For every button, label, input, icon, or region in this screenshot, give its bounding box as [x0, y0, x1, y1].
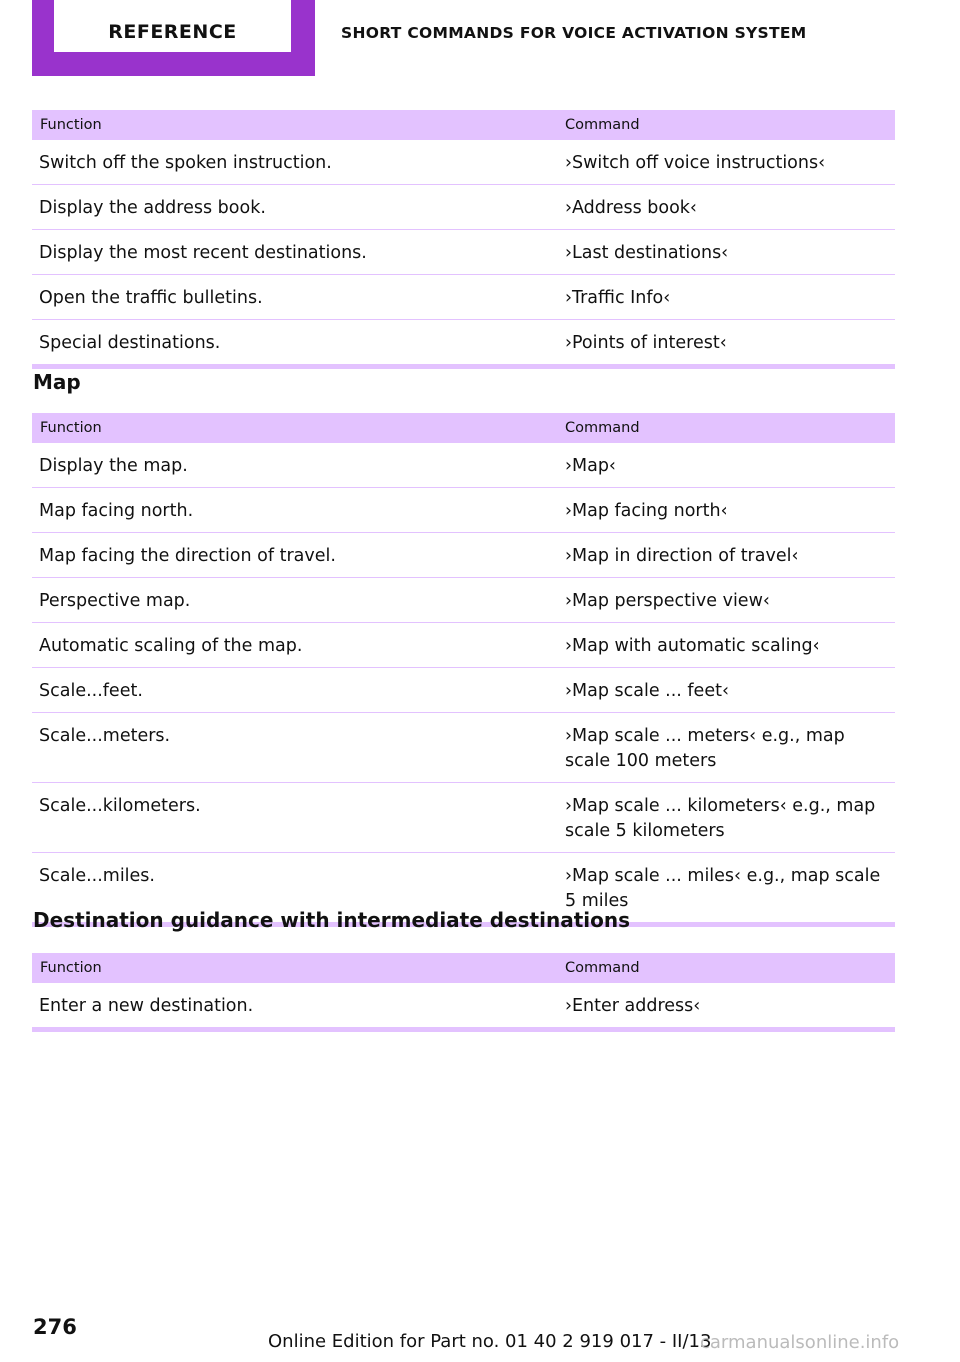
command-cell: ›Map in direction of travel‹ [558, 533, 895, 578]
table-row [32, 320, 895, 367]
function-cell: Enter a new destination. [32, 983, 558, 1030]
table-row [32, 983, 895, 1030]
table-header-row [32, 953, 895, 983]
command-cell: ›Last destinations‹ [558, 230, 895, 275]
function-cell: Map facing north. [32, 488, 558, 533]
command-cell: ›Points of interest‹ [558, 320, 895, 367]
table-row [32, 533, 895, 578]
function-cell: Display the map. [32, 443, 558, 488]
function-cell: Scale...kilometers. [32, 783, 558, 853]
column-header-command: Command [558, 110, 895, 140]
function-cell: Map facing the direction of travel. [32, 533, 558, 578]
commands-table-intermediate-destinations [32, 953, 895, 1032]
column-header-function: Function [32, 953, 558, 983]
function-cell: Switch off the spoken instruction. [32, 140, 558, 185]
table-row [32, 783, 895, 853]
table-row [32, 668, 895, 713]
command-cell: ›Map scale ... miles‹ e.g., map scale 5 miles [558, 853, 895, 925]
command-cell: ›Map scale ... feet‹ [558, 668, 895, 713]
function-cell: Scale...miles. [32, 853, 558, 925]
command-cell: ›Map facing north‹ [558, 488, 895, 533]
table-row [32, 578, 895, 623]
table-row [32, 230, 895, 275]
table-row [32, 488, 895, 533]
command-cell: ›Switch off voice instructions‹ [558, 140, 895, 185]
table-row [32, 185, 895, 230]
command-cell: ›Enter address‹ [558, 983, 895, 1030]
table-row [32, 623, 895, 668]
function-cell: Scale...meters. [32, 713, 558, 783]
table-row [32, 713, 895, 783]
command-cell: ›Address book‹ [558, 185, 895, 230]
edition-footer: Online Edition for Part no. 01 40 2 919 017 - II/13 [268, 1331, 712, 1352]
section-heading-map: Map [33, 370, 81, 394]
command-cell: ›Traffic Info‹ [558, 275, 895, 320]
commands-table-destinations [32, 110, 895, 369]
function-cell: Open the traffic bulletins. [32, 275, 558, 320]
command-cell: ›Map‹ [558, 443, 895, 488]
function-cell: Display the most recent destinations. [32, 230, 558, 275]
function-cell: Perspective map. [32, 578, 558, 623]
section-heading-destination-guidance: Destination guidance with intermediate destinations [33, 908, 630, 932]
function-cell: Display the address book. [32, 185, 558, 230]
column-header-command: Command [558, 413, 895, 443]
table-header-row [32, 413, 895, 443]
column-header-function: Function [32, 110, 558, 140]
command-cell: ›Map scale ... meters‹ e.g., map scale 100 meters [558, 713, 895, 783]
page-number: 276 [33, 1315, 77, 1339]
command-cell: ›Map perspective view‹ [558, 578, 895, 623]
watermark: carmanualsonline.info [700, 1332, 900, 1353]
function-cell: Special destinations. [32, 320, 558, 367]
command-cell: ›Map with automatic scaling‹ [558, 623, 895, 668]
function-cell: Automatic scaling of the map. [32, 623, 558, 668]
column-header-function: Function [32, 413, 558, 443]
table-row [32, 140, 895, 185]
command-cell: ›Map scale ... kilometers‹ e.g., map scale 5 kilometers [558, 783, 895, 853]
function-cell: Scale...feet. [32, 668, 558, 713]
table-row [32, 443, 895, 488]
page-header-title: SHORT COMMANDS FOR VOICE ACTIVATION SYSTEM [341, 24, 807, 42]
table-header-row [32, 110, 895, 140]
table-row [32, 275, 895, 320]
column-header-command: Command [558, 953, 895, 983]
section-tab-label: REFERENCE [54, 0, 291, 52]
commands-table-map [32, 413, 895, 927]
